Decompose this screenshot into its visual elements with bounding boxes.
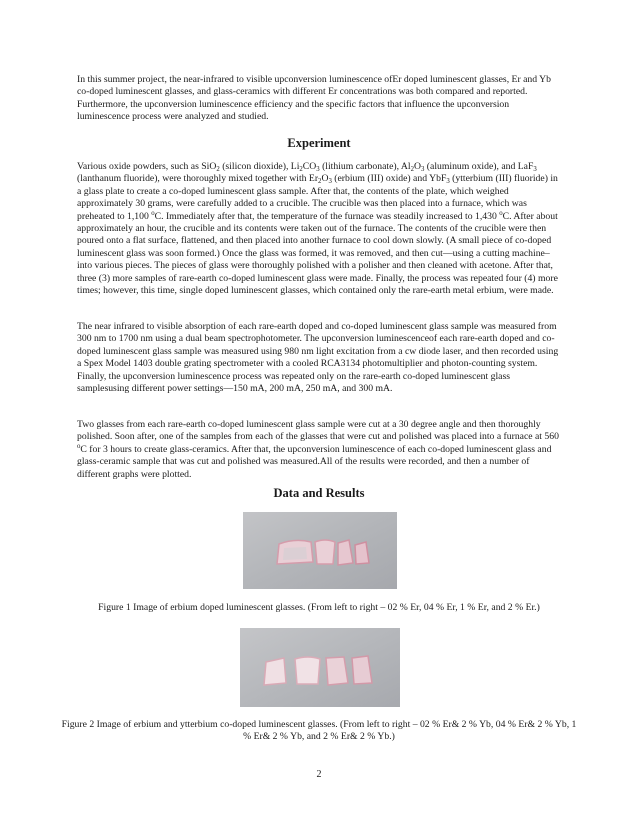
experiment-paragraph-2: The near infrared to visible absorption of each rare-earth doped and co-doped luminescent glass sample was measured from 300 nm to 1700 nm using a dual beam spectrophotometer. The upconversion luminescenceof each rare-earth doped and co-doped luminescent glass sample was measured using 980 nm light excitation from a cw diode laser, and then recorded using a Spex Model 1403 double grating spectrometer with a cooled RCA3134 photomultiplier and photon-counting system. Finally, the upconversion luminescence process was repeated only on the rare-earth co-doped luminescent glass samplesusing different power settings—150 mA, 200 mA, 250 mA, and 300 mA.	[77, 321, 559, 395]
experiment-heading: Experiment	[287, 136, 351, 150]
glass-sample-4	[352, 656, 372, 684]
figure-2-photo	[240, 628, 400, 707]
glass-sample-3	[326, 657, 348, 685]
intro-paragraph: In this summer project, the near-infrared to visible upconversion luminescence ofEr doped luminescent glasses, Er and Yb co-doped luminescent glasses, and glass-ceramics with different Er concentrations was both compared and reported. Furthermore, the upconversion luminescence efficiency and the specific factors that influence the upconversion luminescence process were analyzed and studied.	[77, 74, 551, 123]
experiment-paragraph-3: Two glasses from each rare-earth co-doped luminescent glass sample were cut at a 30 degree angle and then thoroughly polished. Soon after, one of the samples from each of the glasses that were cut and polished was placed into a furnace at 560 $^o$C for 3 hours to create glass-ceramics. After that, the upconversion luminescence of each co-doped luminescent glass and glass-ceramic sample that was cut and polished was measured.All of the results were recorded, and then a number of different graphs were plotted.	[77, 419, 559, 480]
glass-sample-2	[315, 540, 335, 564]
figure-1-caption: Figure 1 Image of erbium doped luminescent glasses. (From left to right – 02 % Er, 04 % Er, 1 % Er, and 2 % Er.)	[98, 602, 540, 613]
figure-1-photo	[243, 512, 397, 589]
figure-2-caption: Figure 2 Image of erbium and ytterbium co-doped luminescent glasses. (From left to right – 02 % Er& 2 % Yb, 04 % Er& 2 % Yb, 1 % Er& 2 % Yb, and 2 % Er& 2 % Yb.)	[61, 719, 577, 743]
glass-sample-1	[277, 540, 313, 564]
page-number: 2	[316, 769, 322, 780]
glass-sample-1	[264, 658, 286, 685]
experiment-paragraph-1: Various oxide powders, such as SiO$_2$ (silicon dioxide), $Li_2CO_3$ (lithium carbonate), $Al_2O_3$ (aluminum oxide), and LaF$_3$ (lanthanum fluoride), were thoroughly mixed together with $Er_2O_3$ (erbium (III) oxide) and YbF$_3$ (ytterbium (III) fluoride) in a glass plate to create a co-doped luminescent glass sample. After that, the contents of the plate, which weighed approximately 30 grams, were carefully added to a crucible. The crucible was then placed into a furnace, which was preheated to 1,100 $^o$C. Immediately after that, the temperature of the furnace was steadily increased to 1,430 $^o$C. After about approximately an hour, the crucible and its contents were taken out of the furnace. The contents of the crucible were then poured onto a flat surface, flattened, and then placed into another furnace to cool down slowly. (A small piece of co-doped luminescent glass was soon formed.) Once the glass was formed, it was removed, and then cut—using a cutting machine–into various pieces. The pieces of glass were thoroughly polished with a polisher and then cleaned with acetone. After that, three (3) more samples of rare-earth co-doped luminescent glass were made. Finally, the process was repeated four (4) more times; however, this time, single doped luminescent glasses, which contained only the rare-earth metal erbium, were made.	[77, 161, 558, 297]
results-heading: Data and Results	[273, 486, 365, 500]
glass-sample-2	[295, 657, 320, 684]
glass-sample-4	[355, 542, 369, 564]
